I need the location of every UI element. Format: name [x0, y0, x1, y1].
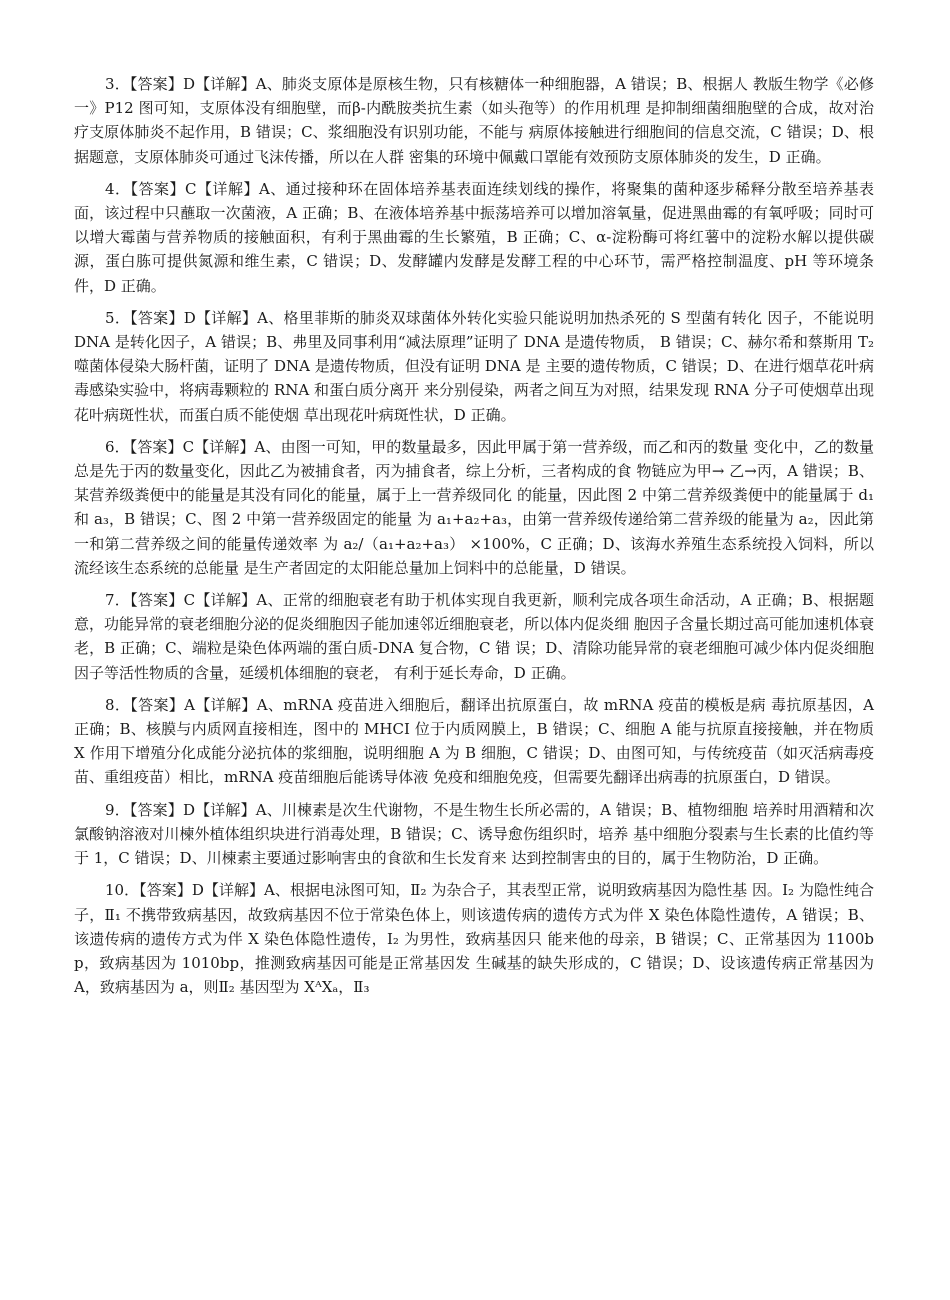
answer-paragraph-10: 10．【答案】D【详解】A、根据电泳图可知，Ⅱ₂ 为杂合子，其表型正常，说明致病基因为隐性基 因。I₂ 为隐性纯合子，Ⅱ₁ 不携带致病基因，故致病基因不位于常染色体上，则该遗传病的遗传方式为伴 X 染色体隐性遗传，A 错误；B、该遗传病的遗传方式为伴 X 染色体隐性遗传，I₂ 为男性，致病基因只 能来他的母亲，B 错误；C、正常基因为 1100bp，致病基因为 1010bp，推测致病基因可能是正常基因发 生碱基的缺失形成的，C 错误；D、设该遗传病正常基因为 A，致病基因为 a，则Ⅱ₂ 基因型为 XᴬXₐ，Ⅱ₃ — [74, 881, 874, 997]
answer-explanations — [74, 72, 874, 1007]
answer-paragraph-8: 8．【答案】A【详解】A、mRNA 疫苗进入细胞后，翻译出抗原蛋白，故 mRNA 疫苗的模板是病 毒抗原基因，A 正确；B、核膜与内质网直接相连，图中的 MHCI 位于内质网膜上，B 错误；C、细胞 A 能与抗原直接接触，并在物质 X 作用下增殖分化成能分泌抗体的浆细胞，说明细胞 A 为 B 细胞，C 错误；D、由图可知，与传统疫苗（如灭活病毒疫苗、重组疫苗）相比，mRNA 疫苗细胞后能诱导体液 免疫和细胞免疫，但需要先翻译出病毒的抗原蛋白，D 错误。 — [74, 695, 874, 787]
answer-paragraph-4: 4．【答案】C【详解】A、通过接种环在固体培养基表面连续划线的操作，将聚集的菌种逐步稀释分散至培养基表面，该过程中只蘸取一次菌液，A 正确；B、在液体培养基中振荡培养可以增加溶氧量，促进黑曲霉的有氧呼吸；同时可以增大霉菌与营养物质的接触面积，有利于黑曲霉的生长繁殖，B 正确；C、α-淀粉酶可将红薯中的淀粉水解以提供碳源，蛋白胨可提供氮源和维生素，C 错误；D、发酵罐内发酵是发酵工程的中心环节，需严格控制温度、pH 等环境条件，D 正确。 — [74, 179, 874, 295]
answer-paragraph-9: 9．【答案】D【详解】A、川楝素是次生代谢物，不是生物生长所必需的，A 错误；B、植物细胞 培养时用酒精和次氯酸钠溶液对川楝外植体组织块进行消毒处理，B 错误；C、诱导愈伤组织时，培养 基中细胞分裂素与生长素的比值约等于 1，C 错误；D、川楝素主要通过影响害虫的食欲和生长发育来 达到控制害虫的目的，属于生物防治，D 正确。 — [74, 800, 874, 868]
answer-paragraph-3: 3．【答案】D【详解】A、肺炎支原体是原核生物，只有核糖体一种细胞器，A 错误；B、根据人 教版生物学《必修一》P12 图可知，支原体没有细胞壁，而β-内酰胺类抗生素（如头孢等）的作用机理 是抑制细菌细胞壁的合成，故对治疗支原体肺炎不起作用，B 错误；C、浆细胞没有识别功能，不能与 病原体接触进行细胞间的信息交流，C 错误；D、根据题意，支原体肺炎可通过飞沫传播，所以在人群 密集的环境中佩戴口罩能有效预防支原体肺炎的发生，D 正确。 — [74, 75, 874, 166]
answer-paragraph-7: 7．【答案】C【详解】A、正常的细胞衰老有助于机体实现自我更新，顺利完成各项生命活动，A 正确；B、根据题意，功能异常的衰老细胞分泌的促炎细胞因子能加速邻近细胞衰老，所以体内促炎细 胞因子含量长期过高可能加速机体衰老，B 正确；C、端粒是染色体两端的蛋白质-DNA 复合物，C 错 误；D、清除功能异常的衰老细胞可减少体内促炎细胞因子等活性物质的含量，延缓机体细胞的衰老， 有利于延长寿命，D 正确。 — [74, 591, 874, 682]
answer-paragraph-6: 6．【答案】C【详解】A、由图一可知，甲的数量最多，因此甲属于第一营养级，而乙和丙的数量 变化中，乙的数量总是先于丙的数量变化，因此乙为被捕食者，丙为捕食者，综上分析，三者构成的食 物链应为甲→ 乙→丙，A 错误；B、某营养级粪便中的能量是其没有同化的能量，属于上一营养级同化 的能量，因此图 2 中第二营养级粪便中的能量属于 d₁ 和 a₃，B 错误；C、图 2 中第一营养级固定的能量 为 a₁+a₂+a₃，由第一营养级传递给第二营养级的能量为 a₂，因此第一和第二营养级之间的能量传递效率 为 a₂/（a₁+a₂+a₃） ×100%，C 正确；D、该海水养殖生态系统投入饲料，所以流经该生态系统的总能量 是生产者固定的太阳能总量加上饲料中的总能量，D 错误。 — [74, 437, 874, 577]
answer-paragraph-5: 5．【答案】D【详解】A、格里菲斯的肺炎双球菌体外转化实验只能说明加热杀死的 S 型菌有转化 因子，不能说明 DNA 是转化因子，A 错误；B、弗里及同事利用“减法原理”证明了 DNA 是遗传物质， B 错误；C、赫尔希和蔡斯用 T₂ 噬菌体侵染大肠杆菌，证明了 DNA 是遗传物质，但没有证明 DNA 是 主要的遗传物质，C 错误；D、在进行烟草花叶病毒感染实验中，将病毒颗粒的 RNA 和蛋白质分离开 来分别侵染，两者之间互为对照，结果发现 RNA 分子可使烟草出现花叶病斑性状，而蛋白质不能使烟 草出现花叶病斑性状，D 正确。 — [74, 308, 874, 424]
